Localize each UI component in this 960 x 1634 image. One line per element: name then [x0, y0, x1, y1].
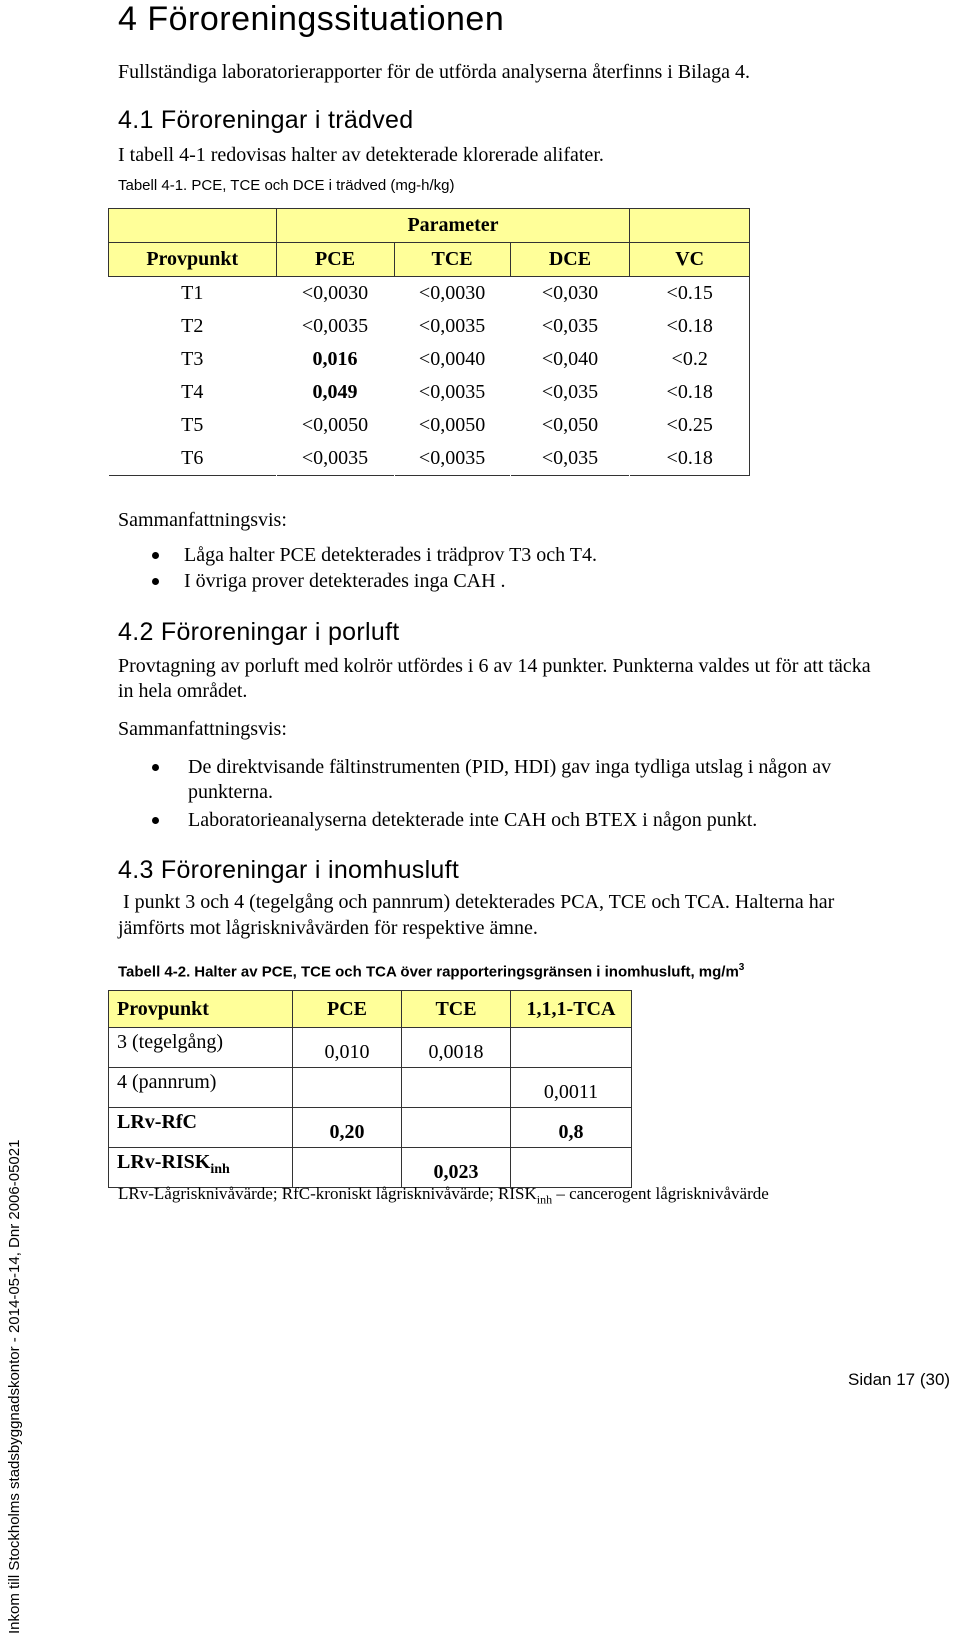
cell: 0,8 [511, 1108, 632, 1148]
cell: 0,010 [293, 1028, 402, 1068]
bullet-text: Låga halter PCE detekterades i trädprov T3 och T4. [184, 544, 598, 566]
bullet-icon [152, 764, 159, 771]
col-header-pce: PCE [293, 991, 402, 1028]
table-row [109, 1068, 632, 1108]
table-row [109, 1028, 632, 1068]
col-header-vc: VC [630, 243, 750, 277]
bullet-text-continued: punkterna. [188, 781, 273, 803]
page-heading: 4 Föroreningssituationen [118, 0, 505, 38]
table-row [109, 376, 750, 409]
col-header-provpunkt: Provpunkt [109, 243, 277, 277]
col-header-pce: PCE [276, 243, 394, 277]
page-number: Sidan 17 (30) [848, 1370, 951, 1389]
cell: 0,023 [402, 1148, 511, 1188]
section-4-3-text-line2: jämförts mot lågrisknivåvärden för respektive ämne. [118, 917, 538, 939]
table-row [109, 1108, 632, 1148]
cell [402, 1068, 511, 1108]
row-label: LRv-RfC [109, 1108, 293, 1148]
table-row [109, 277, 750, 311]
cell: 0,20 [293, 1108, 402, 1148]
table-4-1-corner-right [630, 209, 750, 243]
cell: <0.15 [630, 277, 750, 311]
cell: <0,0050 [276, 409, 394, 442]
cell [511, 1028, 632, 1068]
cell: T1 [109, 277, 277, 311]
section-4-3-title: 4.3 Föroreningar i inomhusluft [118, 856, 460, 884]
row-label [109, 1148, 293, 1188]
cell: <0,0040 [394, 343, 510, 376]
cell: <0.25 [630, 409, 750, 442]
cell: <0,0035 [276, 442, 394, 476]
footnote-text: LRv-Lågrisknivåvärde; RfC-kroniskt lågrisknivåvärde; RISK [118, 1184, 537, 1203]
col-header-provpunkt: Provpunkt [109, 991, 293, 1028]
cell: <0.18 [630, 442, 750, 476]
row-label: 4 (pannrum) [109, 1068, 293, 1108]
bullet-text: Laboratorieanalyserna detekterade inte CAH och BTEX i någon punkt. [188, 809, 758, 831]
table-4-1-caption: Tabell 4-1. PCE, TCE och DCE i trädved (mg-h/kg) [118, 177, 455, 194]
cell: <0,0035 [394, 442, 510, 476]
row-label-text: LRv-RISK [117, 1151, 211, 1173]
cell: T5 [109, 409, 277, 442]
table-4-2-caption [118, 962, 744, 981]
cell: <0.18 [630, 376, 750, 409]
table-4-2 [108, 990, 632, 1188]
table-row [109, 343, 750, 376]
table-row [109, 1148, 632, 1188]
bullet-icon [152, 578, 159, 585]
cell: <0,0030 [276, 277, 394, 311]
intro-text: Fullständiga laboratorierapporter för de utförda analyserna återfinns i Bilaga 4. [118, 61, 750, 83]
param-header: Parameter [276, 209, 630, 243]
cell: <0,035 [510, 376, 630, 409]
table-row [109, 310, 750, 343]
bullet-text: I övriga prover detekterades inga CAH . [184, 570, 506, 592]
table-4-1 [108, 208, 750, 476]
cell: <0.2 [630, 343, 750, 376]
table-4-2-footnote [118, 1184, 769, 1207]
summary-label-4-1: Sammanfattningsvis: [118, 509, 287, 531]
table-row [109, 409, 750, 442]
cell: <0,030 [510, 277, 630, 311]
cell: T6 [109, 442, 277, 476]
table-row [109, 442, 750, 476]
cell: 0,0018 [402, 1028, 511, 1068]
caption-text: Halter av PCE, TCE och TCA över rapporteringsgränsen i inomhusluft, mg/m [194, 963, 739, 981]
cell [293, 1068, 402, 1108]
cell: T3 [109, 343, 277, 376]
cell: <0,040 [510, 343, 630, 376]
cell: <0,0035 [276, 310, 394, 343]
cell: <0,0035 [394, 310, 510, 343]
cell: <0,0035 [394, 376, 510, 409]
cell: T2 [109, 310, 277, 343]
col-header-tca: 1,1,1-TCA [511, 991, 632, 1028]
cell: 0,0011 [511, 1068, 632, 1108]
cell: T4 [109, 376, 277, 409]
col-header-dce: DCE [510, 243, 630, 277]
section-4-2-text-line2: in hela området. [118, 680, 248, 702]
cell: 0,049 [276, 376, 394, 409]
cell: <0.18 [630, 310, 750, 343]
footnote-sub: inh [536, 1192, 553, 1207]
section-4-1-title: 4.1 Föroreningar i trädved [118, 106, 414, 134]
table-4-1-corner [109, 209, 277, 243]
cell: 0,016 [276, 343, 394, 376]
cell: <0,035 [510, 442, 630, 476]
cell: <0,035 [510, 310, 630, 343]
col-header-tce: TCE [402, 991, 511, 1028]
sidebar-stamp: Inkom till Stockholms stadsbyggnadskontor - 2014-05-14, Dnr 2006-05021 [6, 1139, 23, 1634]
cell: <0,0030 [394, 277, 510, 311]
caption-sup: 3 [738, 962, 745, 973]
row-label-sub: inh [210, 1162, 230, 1177]
col-header-tce: TCE [394, 243, 510, 277]
section-4-2-title: 4.2 Föroreningar i porluft [118, 618, 400, 646]
section-4-1-text: I tabell 4-1 redovisas halter av detekterade klorerade alifater. [118, 144, 604, 166]
bullet-text: De direktvisande fältinstrumenten (PID, HDI) gav inga tydliga utslag i någon av [188, 756, 832, 778]
cell: <0,050 [510, 409, 630, 442]
summary-label-4-2: Sammanfattningsvis: [118, 718, 287, 740]
cell [293, 1148, 402, 1188]
section-4-2-text-line1: Provtagning av porluft med kolrör utfördes i 6 av 14 punkter. Punkterna valdes ut för att täcka [118, 655, 871, 677]
section-4-3-text-line1: I punkt 3 och 4 (tegelgång och pannrum) detekterades PCA, TCE och TCA. Halterna har [118, 891, 835, 913]
cell [511, 1148, 632, 1188]
caption-label: Tabell 4-2. [118, 963, 191, 981]
bullet-icon [152, 817, 159, 824]
cell [402, 1108, 511, 1148]
footnote-text-end: – cancerogent lågrisknivåvärde [552, 1184, 769, 1203]
row-label: 3 (tegelgång) [109, 1028, 293, 1068]
bullet-icon [152, 552, 159, 559]
cell: <0,0050 [394, 409, 510, 442]
